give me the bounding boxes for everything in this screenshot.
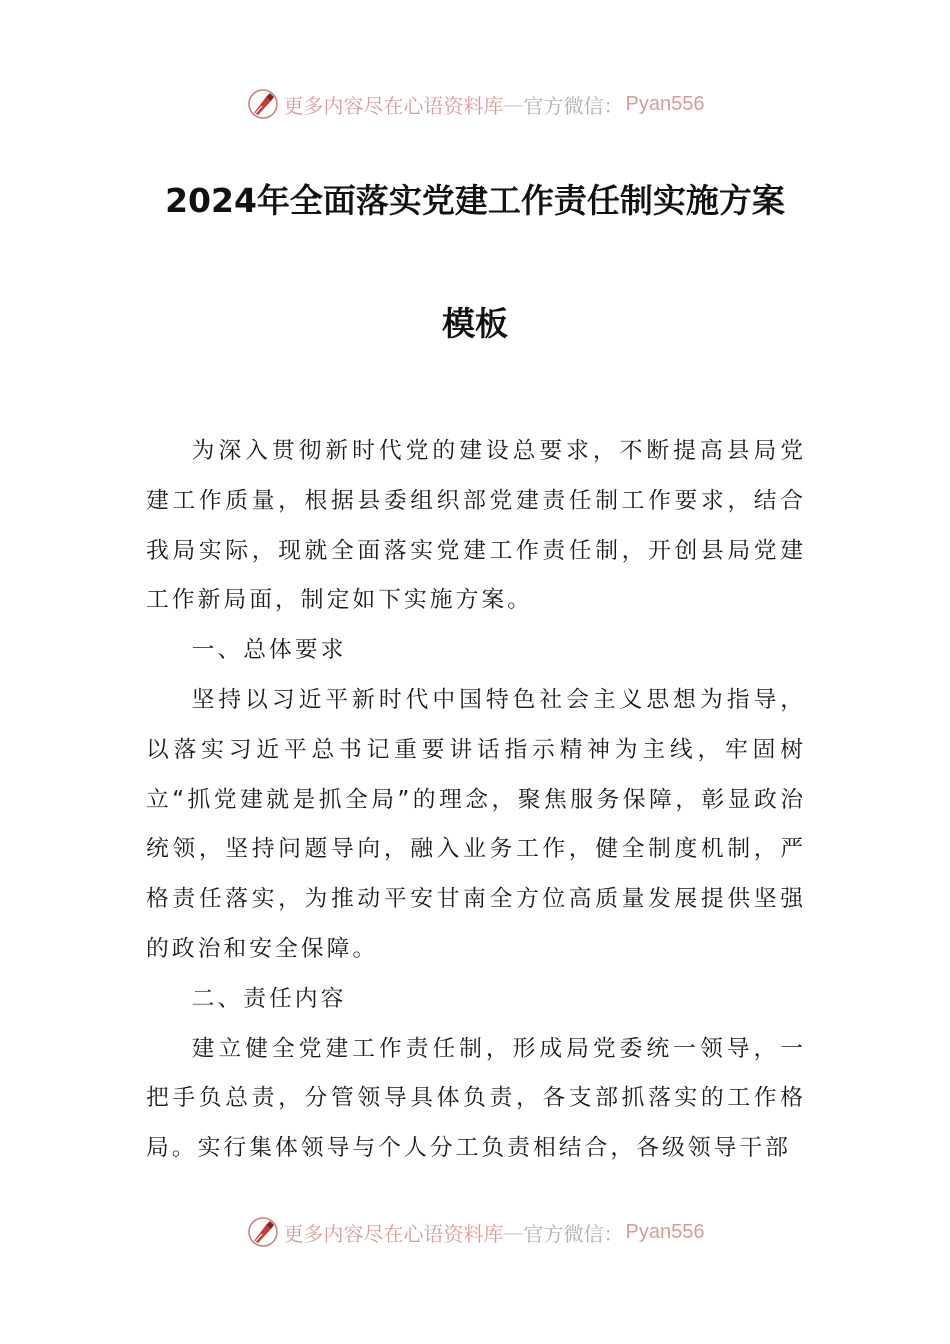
document-title-continued: 模板 <box>442 304 508 343</box>
banner-wechat-id: Pyan556 <box>625 92 705 115</box>
document-body <box>146 427 806 1174</box>
banner-brand-text: 更多内容尽在心语资料库 <box>283 1221 504 1246</box>
pen-nib-logo-icon <box>246 87 280 121</box>
banner-wechat-label: 官方微信： <box>523 1221 624 1246</box>
banner-separator: — <box>503 1220 524 1244</box>
responsibilities-paragraph: 建立健全党建工作责任制，形成局党委统一领导，一把手负总责，分管领导具体负责，各支部抓落实的工作格局。实行集体领导与个人分工负责相结合，各级领导干部 <box>146 1035 806 1162</box>
section-heading-responsibilities: 二、责任内容 <box>191 985 347 1012</box>
banner-separator: — <box>503 92 524 116</box>
banner-wechat-label: 官方微信： <box>523 93 624 118</box>
header-watermark-banner <box>0 82 950 126</box>
section-heading-general-requirements: 一、总体要求 <box>191 637 347 664</box>
document-title: 2024年全面落实党建工作责任制实施方案 <box>165 181 785 220</box>
intro-paragraph: 为深入贯彻新时代党的建设总要求，不断提高县局党建工作质量，根据县委组织部党建责任制工作要求，结合我局实际，现就全面落实党建工作责任制，开创县局党建工作新局面，制定如下实施方案。 <box>146 438 806 614</box>
footer-watermark-banner <box>0 1210 950 1254</box>
general-requirements-paragraph: 坚持以习近平新时代中国特色社会主义思想为指导，以落实习近平总书记重要讲话指示精神为主线，牢固树立“抓党建就是抓全局”的理念，聚焦服务保障，彰显政治统领，坚持问题导向，融入业务工作，健全制度机制，严格责任落实，为推动平安甘南全方位高质量发展提供坚强的政治和安全保障。 <box>146 686 806 962</box>
pen-nib-logo-icon <box>246 1215 280 1249</box>
banner-wechat-id: Pyan556 <box>625 1220 705 1243</box>
banner-brand-text: 更多内容尽在心语资料库 <box>283 93 504 118</box>
